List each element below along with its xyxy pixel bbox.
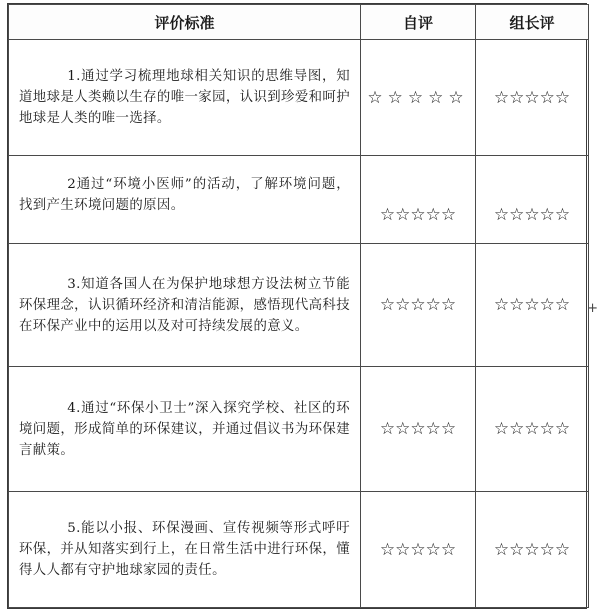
leader-rating-stars[interactable]: ☆☆☆☆☆ [476, 156, 589, 244]
criteria-cell [9, 40, 361, 156]
header-criteria: 评价标准 [9, 5, 361, 40]
criteria-cell [9, 367, 361, 492]
criteria-cell [9, 156, 361, 244]
criteria-text: 4.通过“环保小卫士”深入探究学校、社区的环境问题，形成简单的环保建议，并通过倡议书为环保建言献策。 [19, 400, 350, 458]
leader-rating-stars[interactable]: ☆☆☆☆☆ [476, 367, 589, 492]
criteria-text: 1.通过学习梳理地球相关知识的思维导图，知道地球是人类赖以生存的唯一家园，认识到珍爱和呵护地球是人类的唯一选择。 [19, 69, 350, 126]
plus-icon[interactable]: + [587, 301, 598, 316]
self-rating-stars[interactable]: ☆☆☆☆☆ [361, 492, 476, 608]
evaluation-table-frame [7, 3, 587, 609]
table-row [9, 40, 589, 156]
leader-rating-stars[interactable]: ☆☆☆☆☆ [476, 492, 589, 608]
self-rating-stars[interactable]: ☆☆☆☆☆ [361, 40, 476, 156]
leader-rating-stars[interactable]: ☆☆☆☆☆ [476, 244, 589, 367]
criteria-cell [9, 492, 361, 608]
self-rating-stars[interactable]: ☆☆☆☆☆ [361, 367, 476, 492]
leader-rating-stars[interactable]: ☆☆☆☆☆ [476, 40, 589, 156]
criteria-text: 2通过“环境小医师”的活动，了解环境问题，找到产生环境问题的原因。 [19, 177, 350, 213]
criteria-text: 3.知道各国人在为保护地球想方设法树立节能环保理念，认识循环经济和清洁能源，感悟现代高科技在环保产业中的运用以及对可持续发展的意义。 [19, 276, 350, 334]
table-row [9, 492, 589, 608]
table-row [9, 244, 589, 367]
self-rating-stars[interactable]: ☆☆☆☆☆ [361, 244, 476, 367]
header-leader-evaluation: 组长评 [476, 5, 589, 40]
header-self-evaluation: 自评 [361, 5, 476, 40]
evaluation-table [8, 4, 589, 608]
table-row [9, 367, 589, 492]
table-row [9, 156, 589, 244]
table-header-row [9, 5, 589, 40]
criteria-cell [9, 244, 361, 367]
criteria-text: 5.能以小报、环保漫画、宣传视频等形式呼吁环保，并从知落实到行上，在日常生活中进行环保，懂得人人都有守护地球家园的责任。 [19, 521, 350, 578]
self-rating-stars[interactable]: ☆☆☆☆☆ [361, 156, 476, 244]
